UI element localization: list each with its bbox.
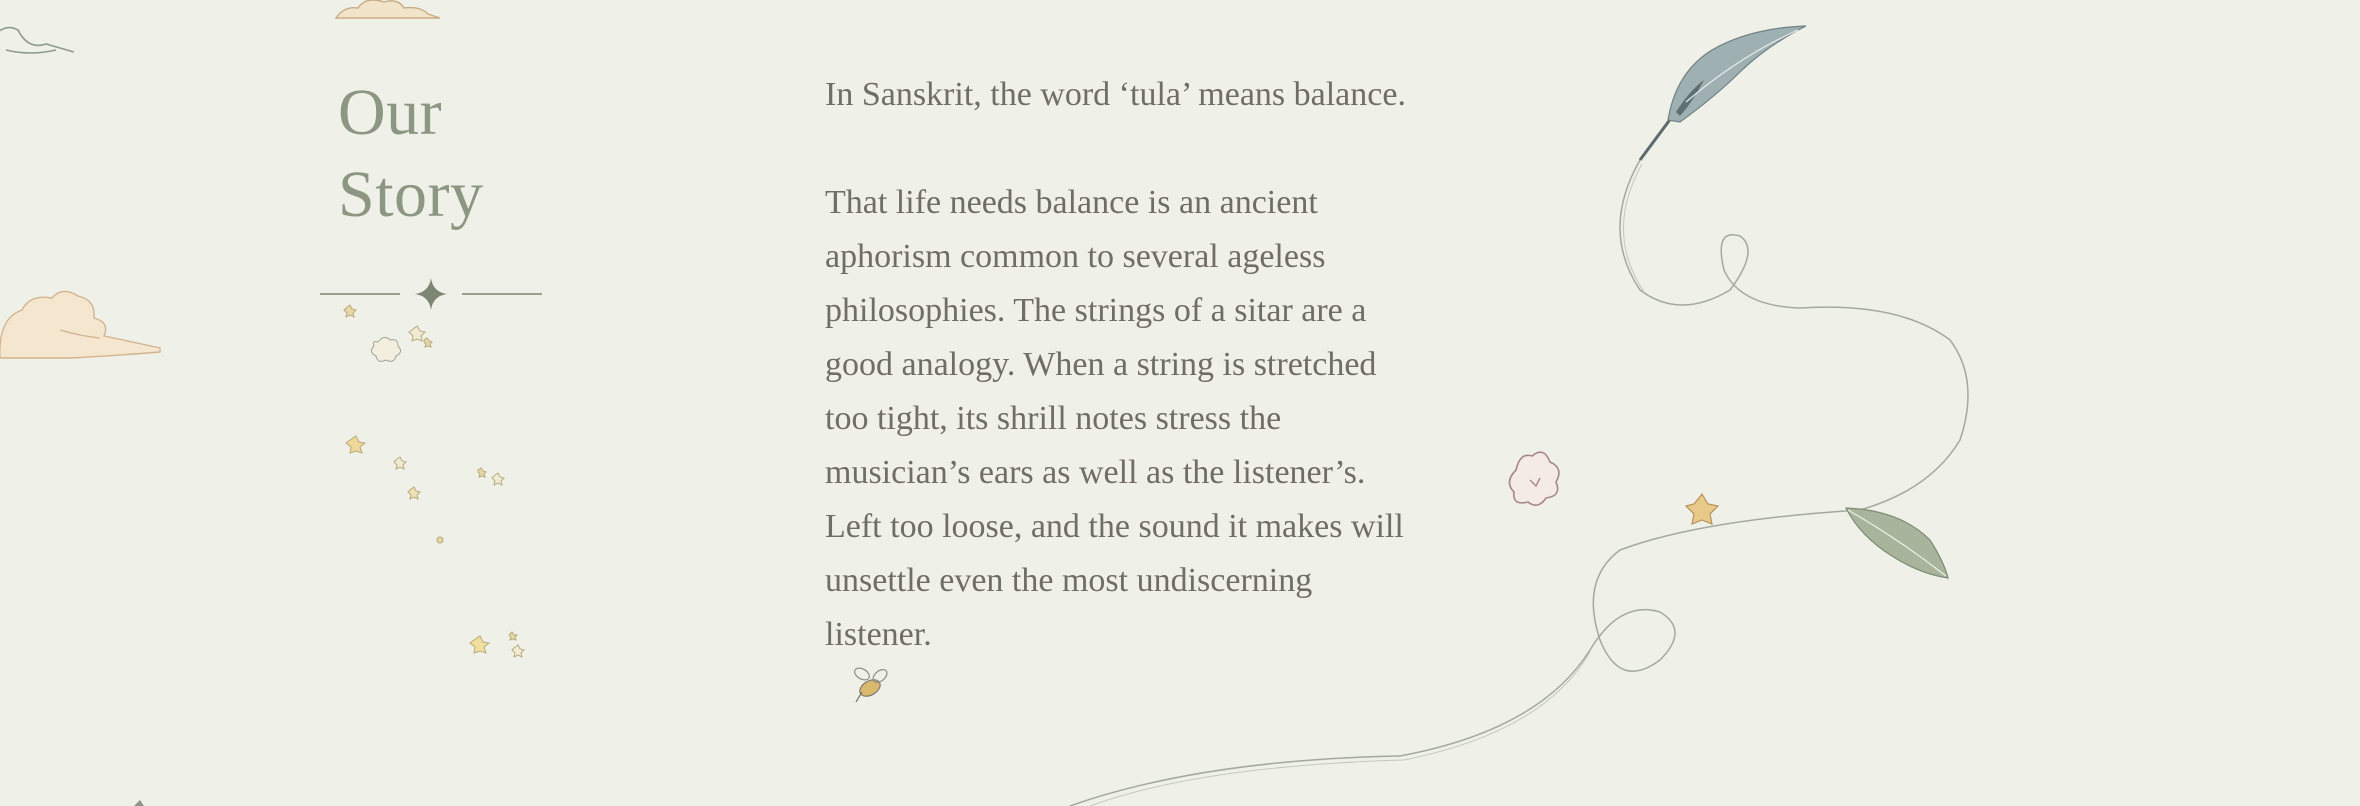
sparkle-star-icon bbox=[415, 278, 447, 310]
blossom-icon bbox=[344, 305, 524, 657]
title-line-2: Story bbox=[338, 158, 484, 231]
leaf-icon bbox=[1846, 508, 1948, 578]
story-text bbox=[825, 68, 1415, 662]
cloud-icon bbox=[0, 28, 74, 53]
page-title bbox=[338, 72, 484, 236]
title-line-1: Our bbox=[338, 76, 443, 149]
blossom-icon bbox=[1509, 452, 1718, 524]
cloud-icon bbox=[0, 291, 160, 358]
cloud-icon bbox=[336, 0, 440, 18]
quill-feather-icon bbox=[1640, 26, 1806, 160]
bee-icon bbox=[853, 666, 890, 702]
story-paragraph-1: In Sanskrit, the word ‘tula’ means balance. bbox=[825, 76, 1406, 113]
story-paragraph-2: That life needs balance is an ancient aphorism common to several ageless philosophies. The strings of a sitar are a good analogy. When a string is stretched too tight, its shrill notes stress the musician’s ears as well as the listener’s. Left too loose, and the sound it makes will unsettle even the most undiscerning listener. bbox=[825, 184, 1404, 653]
leaf-icon bbox=[134, 800, 144, 806]
title-divider bbox=[318, 274, 544, 314]
